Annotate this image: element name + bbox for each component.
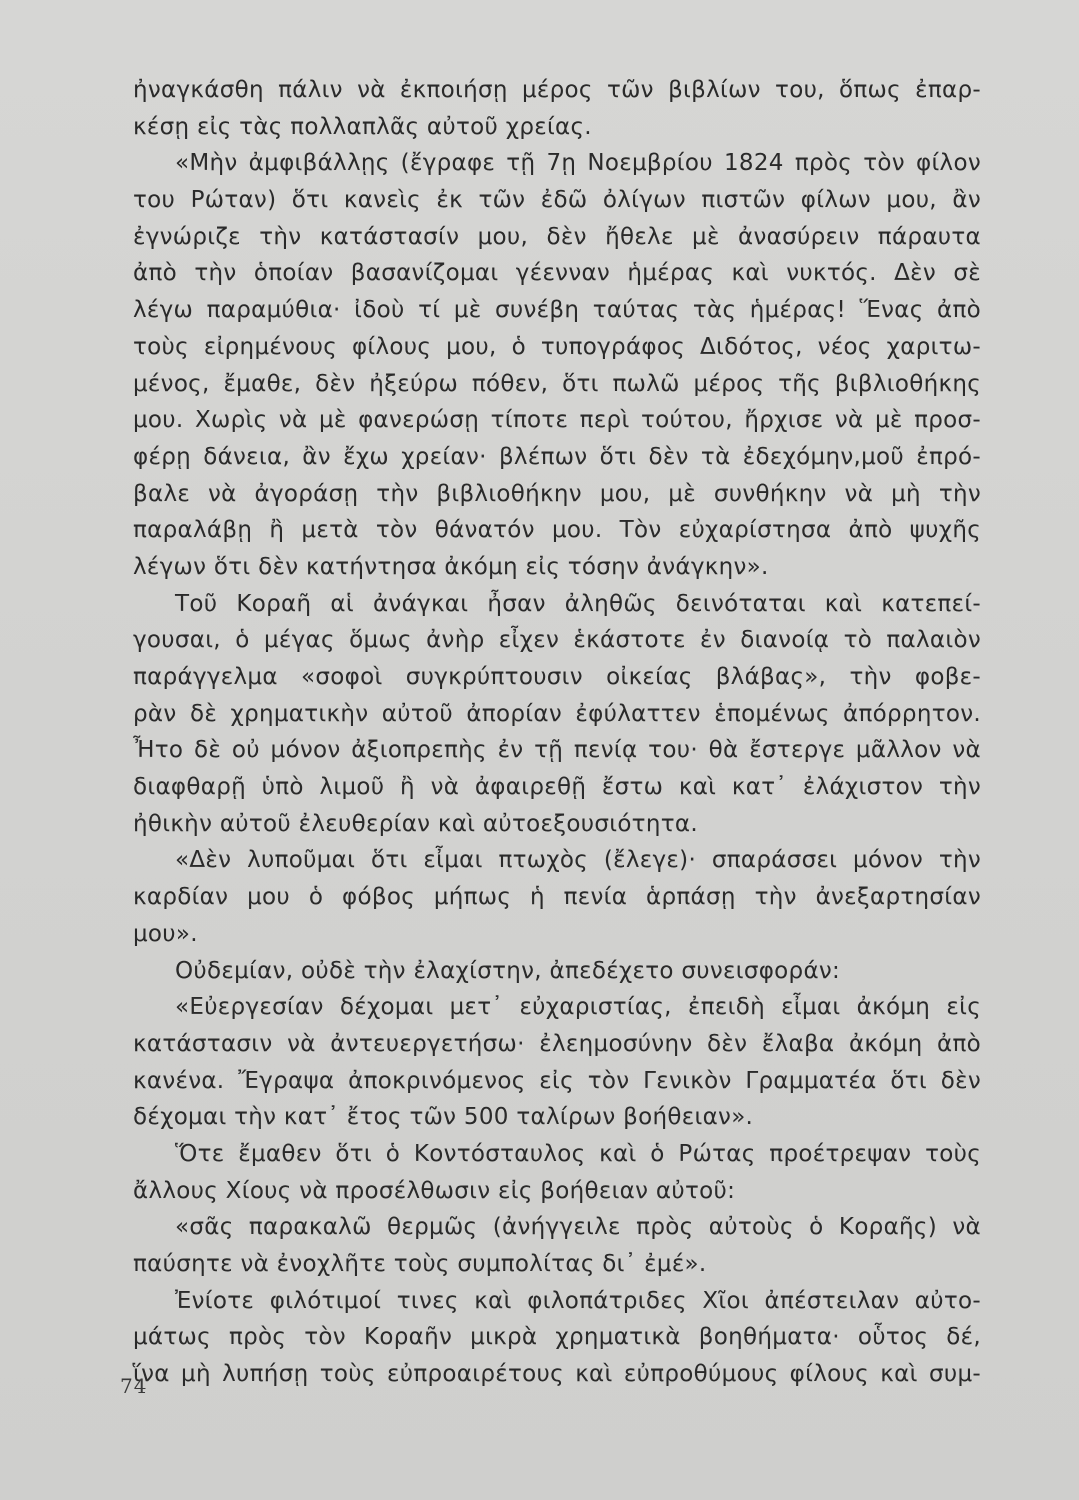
text-line: κέσῃ εἰς τὰς πολλαπλᾶς αὐτοῦ χρείας. — [133, 113, 592, 140]
text-line: παραλάβῃ ἢ μετὰ τὸν θάνατόν μου. Τὸν εὐχαρίστησα ἀπὸ ψυχῆς — [133, 517, 981, 544]
text-line: ἄλλους Χίους νὰ προσέλθωσιν εἰς βοήθειαν αὐτοῦ: — [133, 1177, 736, 1204]
text-line: ἐγνώριζε τὴν κατάστασίν μου, δὲν ἤθελε μὲ ἀνασύρειν πάραυτα — [133, 223, 981, 250]
text-line: Ἦτο δὲ οὐ μόνον ἀξιοπρεπὴς ἐν τῇ πενίᾳ του· θὰ ἔστεργε μᾶλλον νὰ — [133, 737, 981, 764]
text-line: ἠθικὴν αὐτοῦ ἐλευθερίαν καὶ αὐτοεξουσιότητα. — [133, 810, 698, 837]
body-text — [133, 72, 981, 1393]
text-line: Οὐδεμίαν, οὐδὲ τὴν ἐλαχίστην, ἀπεδέχετο συνεισφοράν: — [175, 957, 841, 984]
text-line: «Μὴν ἀμφιβάλλῃς (ἔγραφε τῇ 7ῃ Νοεμβρίου 1824 πρὸς τὸν φίλον — [175, 150, 981, 177]
text-line: φέρῃ δάνεια, ἂν ἔχω χρείαν· βλέπων ὅτι δὲν τὰ ἐδεχόμην,μοῦ ἐπρό- — [133, 443, 981, 470]
text-line: βαλε νὰ ἀγοράσῃ τὴν βιβλιοθήκην μου, μὲ συνθήκην νὰ μὴ τὴν — [133, 480, 981, 507]
text-line: μου». — [133, 920, 198, 947]
text-line: ἀπὸ τὴν ὁποίαν βασανίζομαι γέενναν ἡμέρας καὶ νυκτός. Δὲν σὲ — [133, 260, 981, 287]
text-line: «σᾶς παρακαλῶ θερμῶς (ἀνήγγειλε πρὸς αὐτοὺς ὁ Κοραῆς) νὰ — [175, 1214, 981, 1241]
text-line: ἵνα μὴ λυπήσῃ τοὺς εὐπροαιρέτους καὶ εὐπροθύμους φίλους καὶ συμ- — [133, 1361, 981, 1388]
text-line: διαφθαρῇ ὑπὸ λιμοῦ ἢ νὰ ἀφαιρεθῇ ἔστω καὶ κατ᾽ ἐλάχιστον τὴν — [133, 774, 981, 801]
text-line: «Εὐεργεσίαν δέχομαι μετ᾽ εὐχαριστίας, ἐπειδὴ εἶμαι ἀκόμη εἰς — [175, 994, 981, 1021]
text-line: λέγω παραμύθια· ἰδοὺ τί μὲ συνέβη ταύτας τὰς ἡμέρας! Ἕνας ἀπὸ — [133, 297, 981, 324]
text-line: του Ρώταν) ὅτι κανεὶς ἐκ τῶν ἐδῶ ὀλίγων πιστῶν φίλων μου, ἂν — [133, 187, 981, 214]
text-line: κατάστασιν νὰ ἀντευεργετήσω· ἐλεημοσύνην δὲν ἔλαβα ἀκόμη ἀπὸ — [133, 1030, 981, 1057]
text-line: μένος, ἔμαθε, δὲν ἠξεύρω πόθεν, ὅτι πωλῶ μέρος τῆς βιβλιοθήκης — [133, 370, 981, 397]
text-line: Ἐνίοτε φιλότιμοί τινες καὶ φιλοπάτριδες Χῖοι ἀπέστειλαν αὐτο- — [175, 1287, 981, 1314]
text-line: μου. Χωρὶς νὰ μὲ φανερώσῃ τίποτε περὶ τούτου, ἤρχισε νὰ μὲ προσ- — [133, 407, 981, 434]
page-number: 74 — [120, 1374, 148, 1398]
text-line: κανένα. Ἔγραψα ἀποκρινόμενος εἰς τὸν Γενικὸν Γραμματέα ὅτι δὲν — [133, 1067, 981, 1094]
text-line: τοὺς εἰρημένους φίλους μου, ὁ τυπογράφος Διδότος, νέος χαριτω- — [133, 333, 981, 360]
text-line: μάτως πρὸς τὸν Κοραῆν μικρὰ χρηματικὰ βοηθήματα· οὗτος δέ, — [133, 1324, 981, 1351]
text-line: «Δὲν λυποῦμαι ὅτι εἶμαι πτωχὸς (ἔλεγε)· σπαράσσει μόνον τὴν — [175, 847, 981, 874]
text-line: παύσητε νὰ ἐνοχλῆτε τοὺς συμπολίτας δι᾽ ἐμέ». — [133, 1251, 707, 1277]
text-line: Τοῦ Κοραῆ αἱ ἀνάγκαι ἦσαν ἀληθῶς δεινόταται καὶ κατεπεί- — [175, 590, 981, 617]
text-line: Ὅτε ἔμαθεν ὅτι ὁ Κοντόσταυλος καὶ ὁ Ρώτας προέτρεψαν τοὺς — [175, 1140, 981, 1167]
text-line: καρδίαν μου ὁ φόβος μήπως ἡ πενία ἁρπάσῃ τὴν ἀνεξαρτησίαν — [133, 884, 981, 911]
text-line: δέχομαι τὴν κατ᾽ ἔτος τῶν 500 ταλίρων βοήθειαν». — [133, 1104, 754, 1131]
text-line: ρὰν δὲ χρηματικὴν αὐτοῦ ἀπορίαν ἐφύλαττεν ἑπομένως ἀπόρρητον. — [133, 700, 981, 727]
text-line: γουσαι, ὁ μέγας ὅμως ἀνὴρ εἶχεν ἑκάστοτε ἐν διανοίᾳ τὸ παλαιὸν — [133, 627, 981, 654]
text-line: παράγγελμα «σοφοὶ συγκρύπτουσιν οἰκείας βλάβας», τὴν φοβε- — [133, 664, 981, 690]
text-line: λέγων ὅτι δὲν κατήντησα ἀκόμη εἰς τόσην ἀνάγκην». — [133, 553, 769, 580]
text-line: ἠναγκάσθη πάλιν νὰ ἐκποιήσῃ μέρος τῶν βιβλίων του, ὅπως ἐπαρ- — [133, 77, 981, 103]
